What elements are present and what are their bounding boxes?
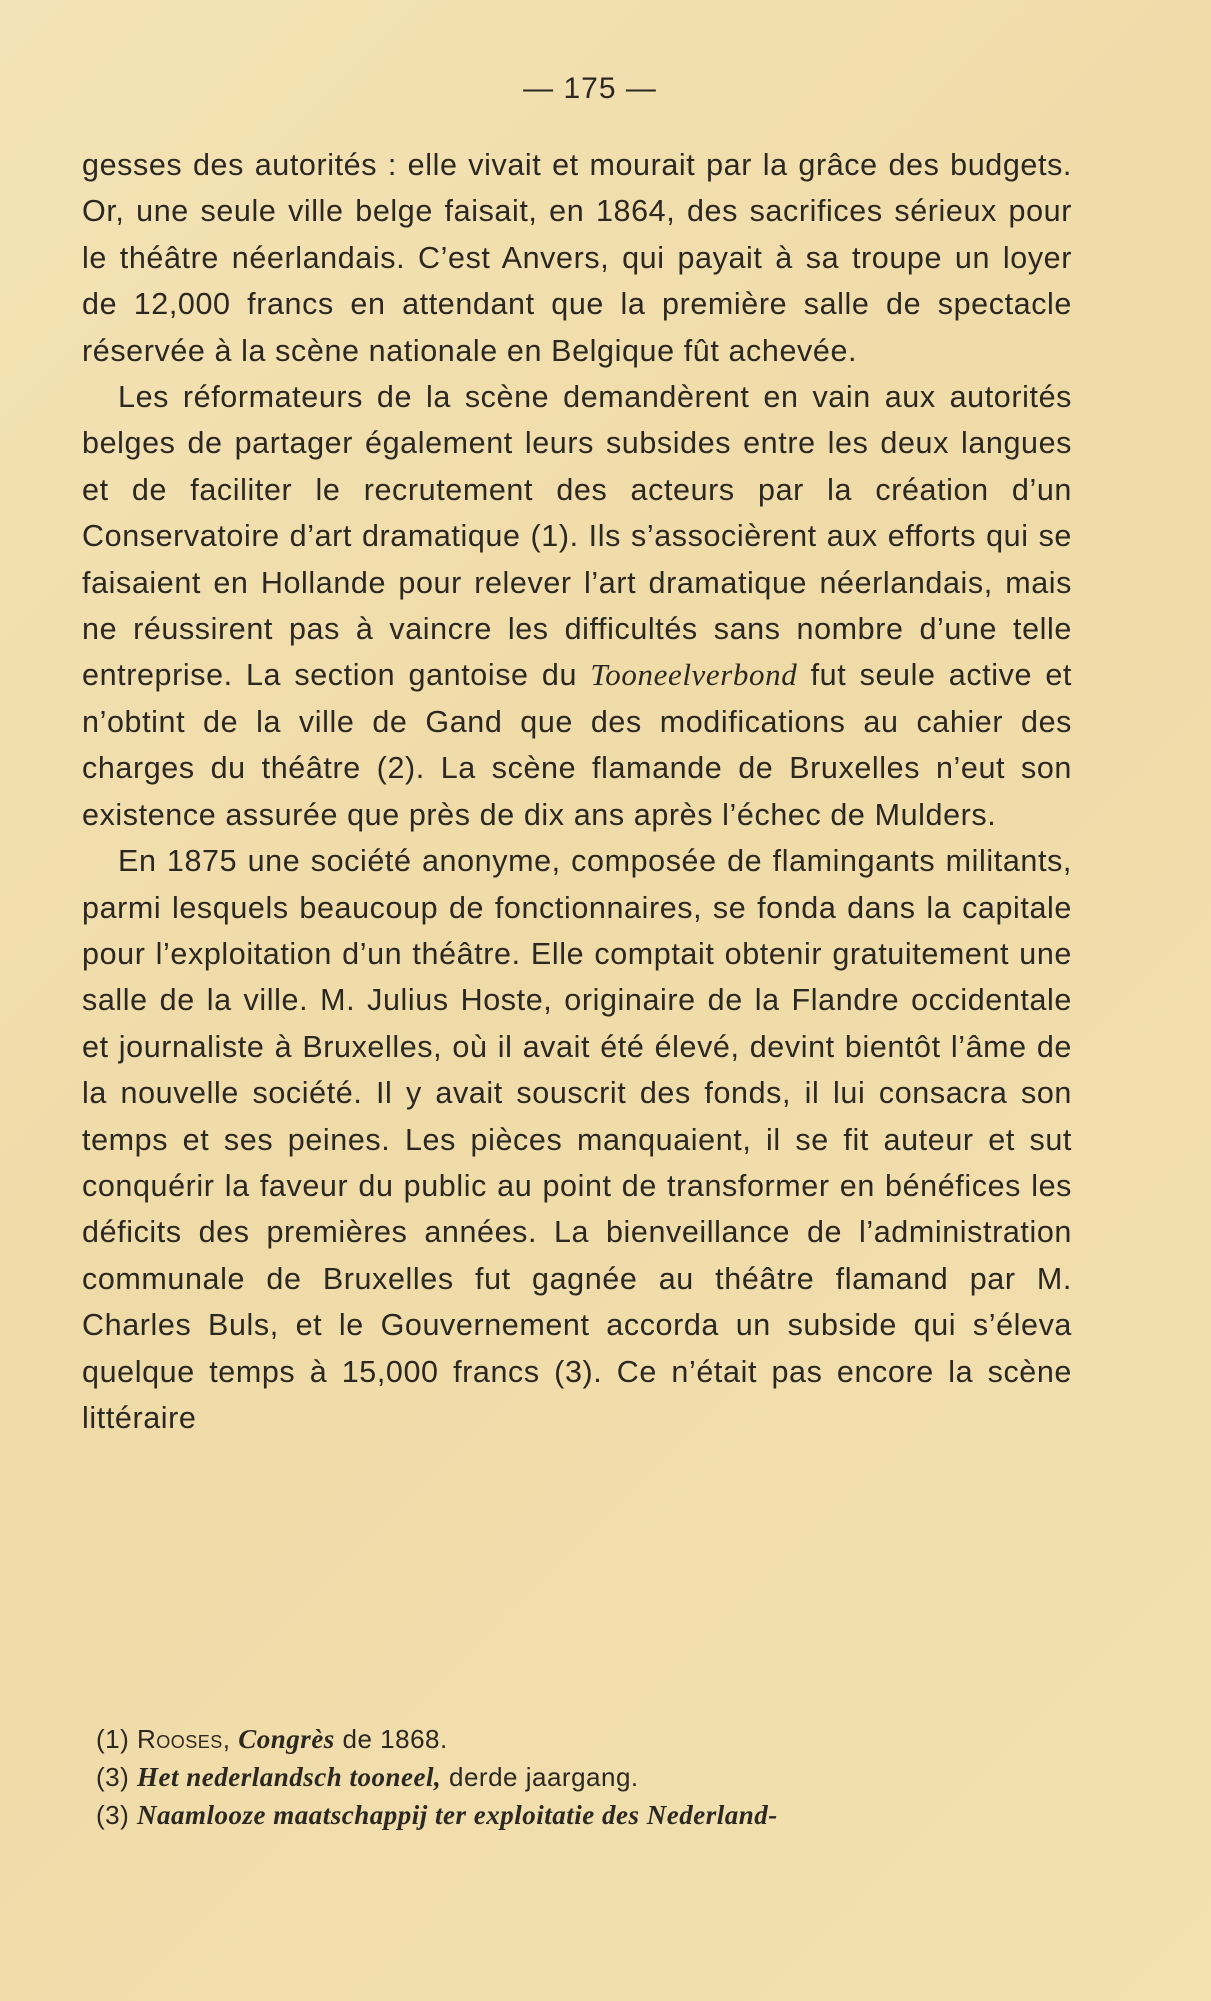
paragraph-2-text-a: Les réformateurs de la scène demandèrent en vain aux autorités belges de partager également leurs subsides entre les deux langues et de faciliter le recrutement des acteurs par la création d’un Conservatoire d’art dramatique (1). Ils s’associèrent aux efforts qui se faisaient en Hollande pour relever l’art dramatique néerlandais, mais ne réussirent pas à vaincre les difficultés sans nombre d’une telle entreprise. La section gantoise du bbox=[82, 380, 1072, 693]
footnote-2 bbox=[96, 1758, 1076, 1796]
paragraph-2-text-b: fut seule active et n’obtint de la ville de Gand que des modifications au cahier des charges du théâtre (2). La scène flamande de Bruxelles n’eut son existence assurée que près de dix ans après l’échec de Mulders. bbox=[82, 658, 1072, 832]
footnote-marker: (3) bbox=[96, 1762, 130, 1792]
footnote-3 bbox=[96, 1796, 1076, 1834]
footnote-title: Congrès bbox=[238, 1724, 335, 1754]
body-text bbox=[82, 142, 1072, 1441]
paragraph-2 bbox=[82, 374, 1072, 838]
footnote-1 bbox=[96, 1720, 1076, 1758]
paragraph-3 bbox=[82, 838, 1072, 1441]
footnote-title: Naamlooze maatschappij ter exploitatie des Nederland- bbox=[137, 1800, 778, 1830]
page-number: — 175 — bbox=[523, 72, 657, 105]
footnote-rest: de 1868. bbox=[334, 1724, 448, 1754]
footnote-marker: (3) bbox=[96, 1800, 130, 1830]
footnote-title: Het nederlandsch tooneel, bbox=[137, 1762, 442, 1792]
footnote-author: Rooses, bbox=[137, 1724, 231, 1754]
paragraph-1-text: gesses des autorités : elle vivait et mourait par la grâce des budgets. Or, une seule ville belge faisait, en 1864, des sacrifices sérieux pour le théâtre néerlandais. C’est Anvers, qui payait à sa troupe un loyer de 12,000 francs en attendant que la première salle de spectacle réservée à la scène nationale en Belgique fût achevée. bbox=[82, 148, 1072, 368]
footnote-rest: derde jaargang. bbox=[441, 1762, 639, 1792]
italic-title-tooneelverbond: Tooneelverbond bbox=[590, 657, 798, 693]
footnotes bbox=[96, 1720, 1076, 1834]
paragraph-1 bbox=[82, 142, 1072, 374]
paragraph-3-text: En 1875 une société anonyme, composée de flamingants militants, parmi lesquels beaucoup de fonctionnaires, se fonda dans la capitale pour l’exploitation d’un théâtre. Elle comptait obtenir gratuitement une salle de la ville. M. Julius Hoste, originaire de la Flandre occidentale et journaliste à Bruxelles, où il avait été élevé, devint bientôt l’âme de la nouvelle société. Il y avait souscrit des fonds, il lui consacra son temps et ses peines. Les pièces manquaient, il se fit auteur et sut conquérir la faveur du public au point de transformer en bénéfices les déficits des premières années. La bienveillance de l’administration communale de Bruxelles fut gagnée au théâtre flamand par M. Charles Buls, et le Gouvernement accorda un subside qui s’éleva quelque temps à 15,000 francs (3). Ce n’était pas encore la scène littéraire bbox=[82, 844, 1072, 1435]
footnote-marker: (1) bbox=[96, 1724, 130, 1754]
